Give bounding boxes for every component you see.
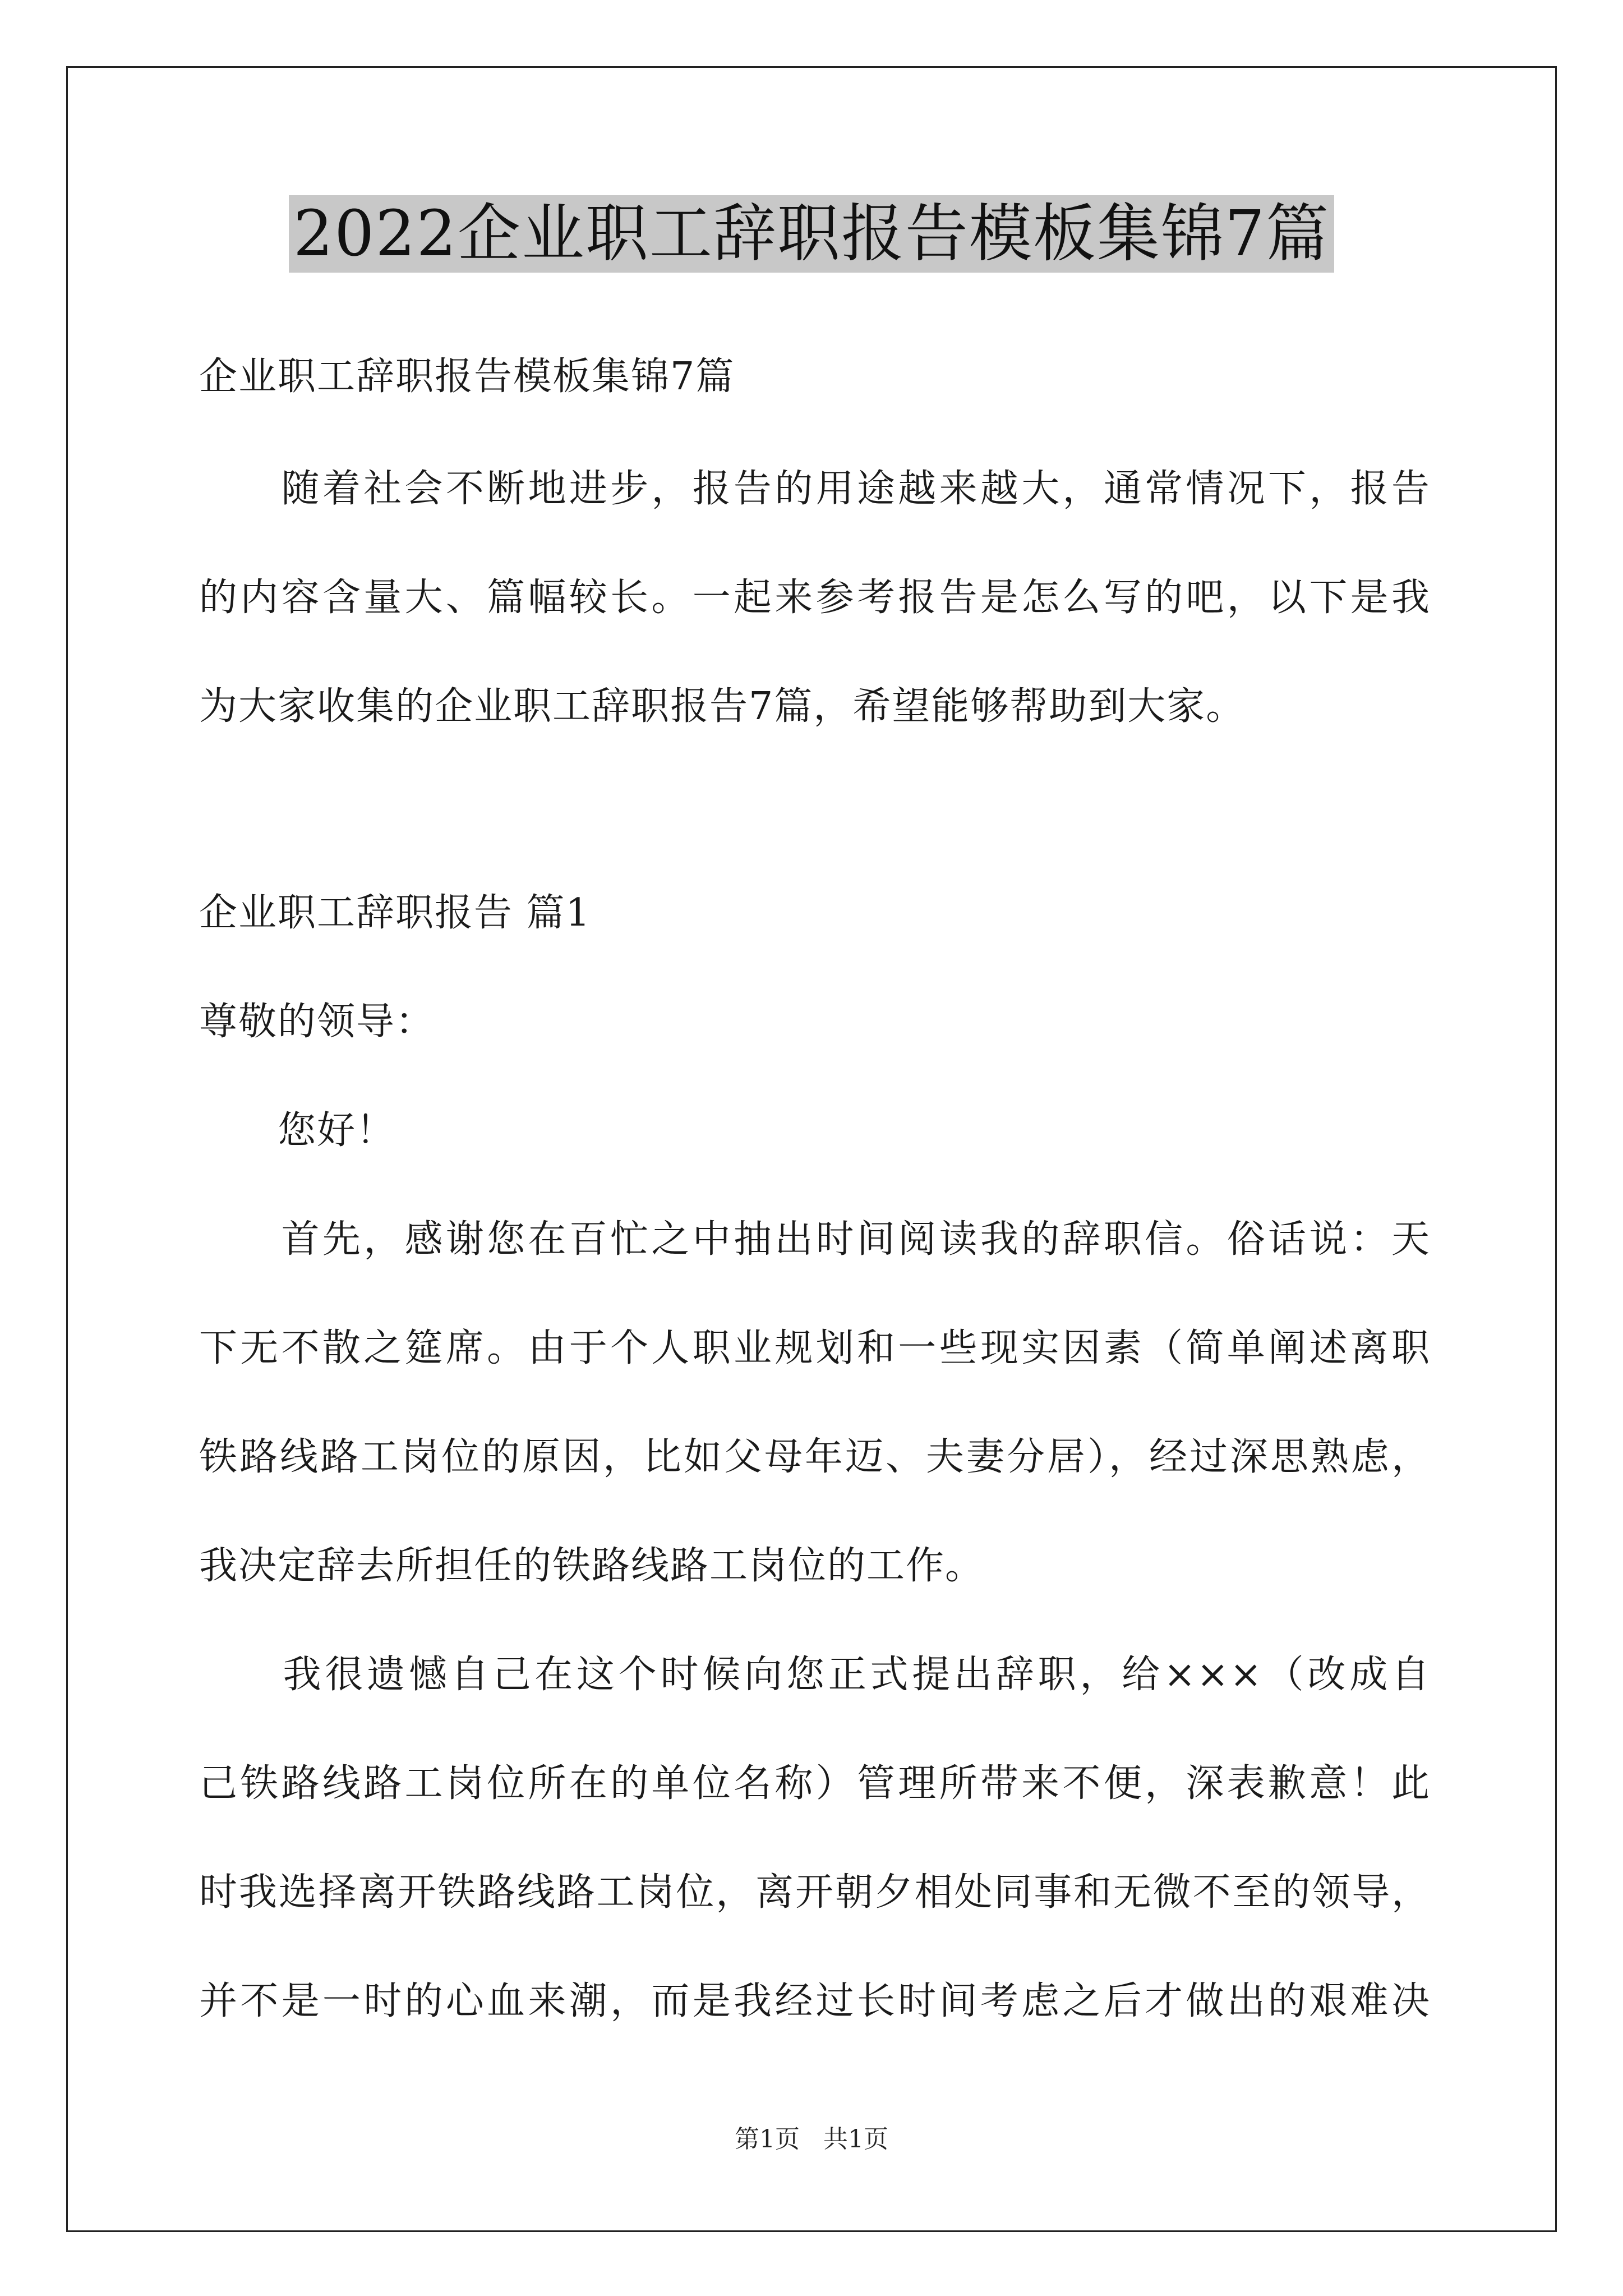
greeting: 您好！ [199,1108,396,1153]
page-total: 共1页 [823,2125,888,2154]
document-subtitle: 企业职工辞职报告模板集锦7篇 [199,355,735,399]
para2-line-1: 我很遗憾自己在这个时候向您正式提出辞职，给×××（改成自 [199,1653,1431,1697]
page-number: 第1页 [735,2125,800,2154]
para1-line-2: 下无不散之筵席。由于个人职业规划和一些现实因素（简单阐述离职 [199,1326,1431,1370]
para2-line-3: 时我选择离开铁路线路工岗位，离开朝夕相处同事和无微不至的领导， [199,1870,1431,1915]
salutation: 尊敬的领导： [199,1000,435,1044]
intro-line-3: 为大家收集的企业职工辞职报告7篇，希望能够帮助到大家。 [199,684,1246,729]
title-container [0,195,1623,273]
intro-line-2: 的内容含量大、篇幅较长。一起来参考报告是怎么写的吧，以下是我 [199,576,1431,620]
document-title: 2022企业职工辞职报告模板集锦7篇 [289,195,1334,273]
page-footer [0,2124,1623,2155]
para2-line-4: 并不是一时的心血来潮，而是我经过长时间考虑之后才做出的艰难决 [199,1979,1431,2023]
para1-line-4: 我决定辞去所担任的铁路线路工岗位的工作。 [199,1544,985,1588]
para2-line-2: 己铁路线路工岗位所在的单位名称）管理所带来不便，深表歉意！此 [199,1761,1431,1806]
para1-line-1: 首先，感谢您在百忙之中抽出时间阅读我的辞职信。俗话说：天 [199,1217,1431,1262]
intro-line-1: 随着社会不断地进步，报告的用途越来越大，通常情况下，报告 [199,467,1431,511]
para1-line-3: 铁路线路工岗位的原因，比如父母年迈、夫妻分居），经过深思熟虑， [199,1435,1431,1479]
section-heading: 企业职工辞职报告 篇1 [199,891,591,935]
